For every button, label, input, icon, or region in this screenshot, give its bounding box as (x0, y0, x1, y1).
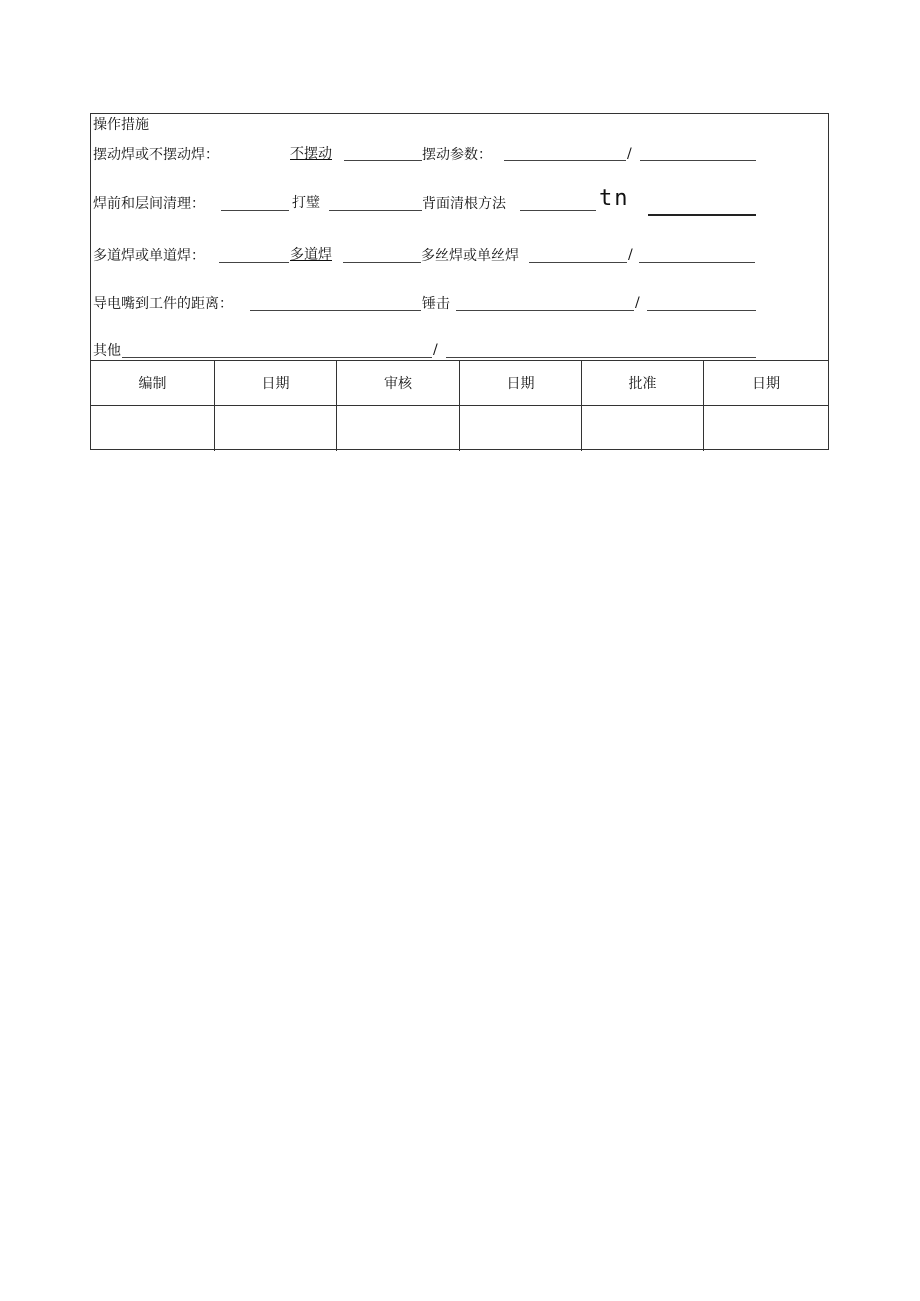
peen-slash: / (635, 295, 640, 311)
backgouge-value[interactable]: tn (599, 186, 630, 211)
weave-slash: / (627, 146, 632, 162)
other-blank-2[interactable] (446, 357, 756, 358)
prepared-signature-cell[interactable] (91, 406, 215, 451)
tip-distance-blank[interactable] (250, 310, 421, 311)
pass-label: 多道焊或单道焊： (93, 248, 205, 264)
clean-blank-1[interactable] (221, 210, 289, 211)
weave-param-blank-1[interactable] (504, 160, 626, 161)
header-reviewed: 审核 (337, 361, 460, 405)
approved-signature-cell[interactable] (582, 406, 704, 451)
approval-header-row (91, 361, 828, 406)
other-blank-1[interactable] (122, 357, 432, 358)
section-title: 操作措施 (93, 117, 149, 133)
backgouge-blank[interactable] (520, 210, 596, 211)
backgouge-label: 背面清根方法 (422, 196, 506, 212)
wire-slash: / (628, 247, 633, 263)
peen-label: 锤击 (422, 296, 450, 312)
pass-blank-1[interactable] (219, 262, 289, 263)
peen-blank-2[interactable] (647, 310, 756, 311)
header-prepared: 编制 (91, 361, 215, 405)
pass-blank-2[interactable] (343, 262, 421, 263)
weave-param-label: 摆动参数： (422, 147, 492, 163)
weave-param-blank-2[interactable] (640, 160, 756, 161)
wire-label: 多丝焊或单丝焊 (421, 248, 519, 264)
wire-blank-1[interactable] (529, 262, 627, 263)
backgouge-line[interactable] (648, 214, 756, 216)
welding-procedure-form (90, 113, 829, 450)
header-date-2: 日期 (460, 361, 582, 405)
header-date-3: 日期 (752, 376, 780, 392)
approval-signature-row (91, 406, 828, 451)
other-slash: / (433, 342, 438, 358)
clean-label: 焊前和层间清理： (93, 196, 205, 212)
weave-value[interactable]: 不摆动 (290, 146, 332, 162)
clean-value[interactable]: 打璧 (292, 195, 320, 211)
date-1-cell[interactable] (215, 406, 337, 451)
weave-label: 摆动焊或不摆动焊： (93, 147, 219, 163)
date-3-cell[interactable] (704, 406, 828, 451)
pass-value[interactable]: 多道焊 (290, 247, 332, 263)
tip-distance-label: 导电嘴到工件的距离： (93, 296, 233, 312)
reviewed-signature-cell[interactable] (337, 406, 460, 451)
wire-blank-2[interactable] (639, 262, 755, 263)
header-date-1: 日期 (215, 361, 337, 405)
date-2-cell[interactable] (460, 406, 582, 451)
approval-table (91, 360, 828, 451)
peen-blank-1[interactable] (456, 310, 634, 311)
header-approved: 批准 (582, 361, 704, 405)
operation-measures-section (91, 114, 828, 361)
weave-blank[interactable] (344, 160, 422, 161)
other-label: 其他 (93, 343, 121, 359)
clean-blank-2[interactable] (329, 210, 422, 211)
